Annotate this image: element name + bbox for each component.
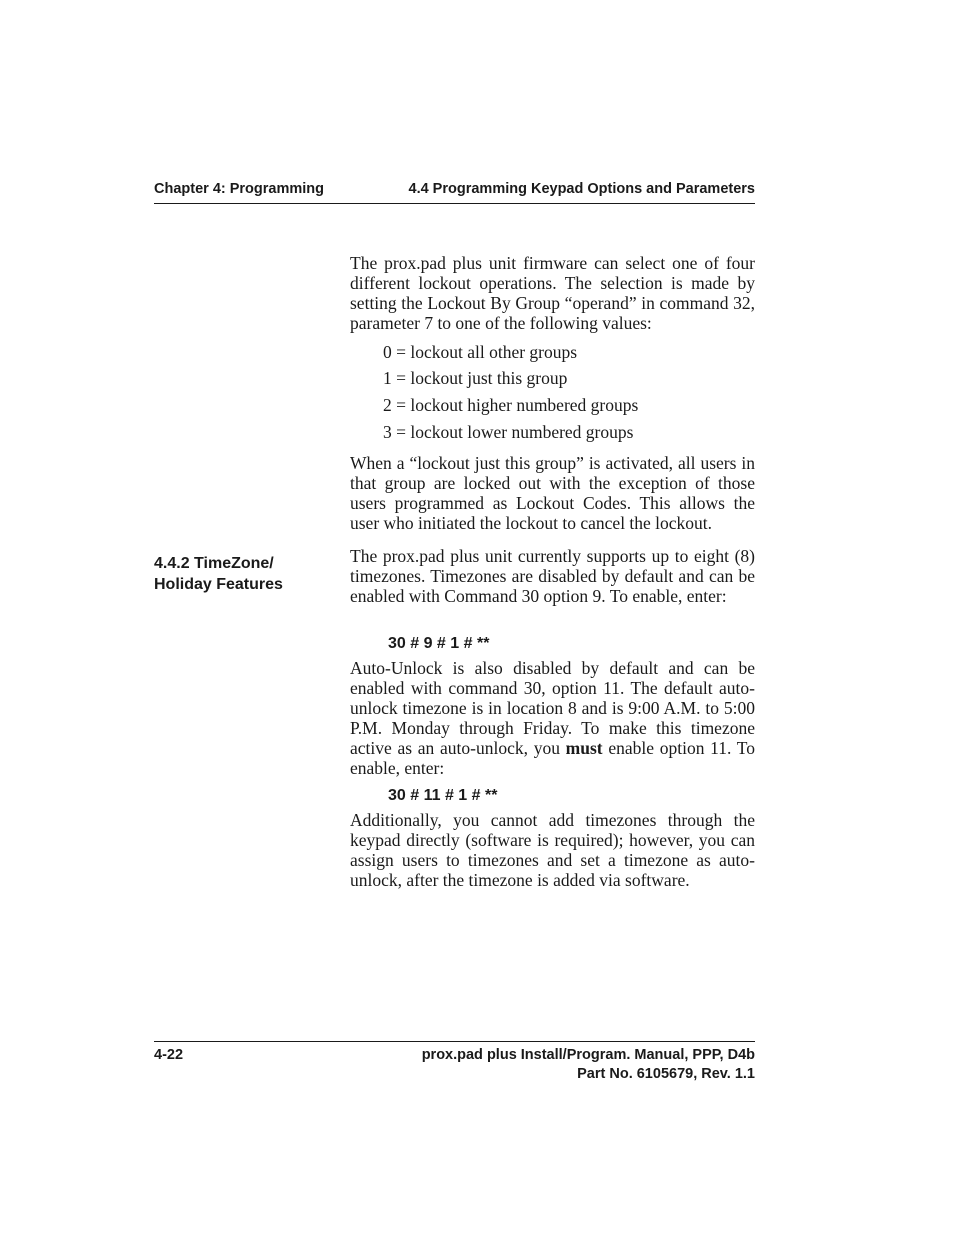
command-enable-auto-unlock: 30 # 11 # 1 # ** [388, 787, 498, 804]
list-item: 1 = lockout just this group [383, 368, 568, 388]
emphasis-must: must [565, 738, 603, 759]
section-heading [154, 553, 344, 595]
section-heading-line2: Holiday Features [154, 576, 283, 593]
list-item: 2 = lockout higher numbered groups [383, 395, 639, 415]
intro-paragraph [350, 253, 755, 333]
command-enable-timezones: 30 # 9 # 1 # ** [388, 635, 490, 652]
auto-unlock-text-before: Auto-Unlock is also disabled by default and can be enabled with command 30, option 11. The default auto-unlock timezone is in location 8 and is 9:00 A.M. to 5:00 P.M. Monday through Friday. To make this timezone active as an auto-unlock, you [350, 658, 755, 759]
list-item: 3 = lockout lower numbered groups [383, 422, 634, 442]
page-footer [154, 1041, 755, 1087]
timezone-paragraph [350, 546, 755, 606]
section-heading-line1: 4.4.2 TimeZone/ [154, 555, 274, 572]
intro-text: The prox.pad plus unit firmware can select one of four different lockout operations. The selection is made by setting the Lockout By Group “operand” in command 32, parameter 7 to one of the following values: [350, 253, 755, 334]
section-title: 4.4 Programming Keypad Options and Parameters [408, 181, 755, 197]
footer-right [422, 1046, 755, 1084]
part-number: Part No. 6105679, Rev. 1.1 [577, 1066, 755, 1082]
auto-unlock-paragraph [350, 658, 755, 779]
software-note-text: Additionally, you cannot add timezones through the keypad directly (software is required); however, you can assign users to timezones and set a timezone as auto-unlock, after the timezone is added via software. [350, 810, 755, 891]
chapter-title: Chapter 4: Programming [154, 181, 324, 197]
lockout-note-paragraph [350, 453, 755, 533]
list-item: 0 = lockout all other groups [383, 342, 578, 362]
auto-unlock-text-after: enable option 11. To enable, enter: [350, 738, 756, 779]
auto-unlock-text [350, 658, 755, 779]
timezone-text: The prox.pad plus unit currently supports up to eight (8) timezones. Timezones are disabled by default and can be enabled with Command 30 option 9. To enable, enter: [350, 546, 755, 607]
software-note-paragraph [350, 810, 755, 890]
running-header [154, 180, 755, 204]
lockout-note-text: When a “lockout just this group” is activated, all users in that group are locked out with the exception of those users programmed as Lockout Codes. This allows the user who initiated the lockout to cancel the lockout. [350, 453, 755, 534]
manual-title: prox.pad plus Install/Program. Manual, PPP, D4b [421, 1047, 755, 1063]
page-number: 4-22 [154, 1047, 184, 1063]
